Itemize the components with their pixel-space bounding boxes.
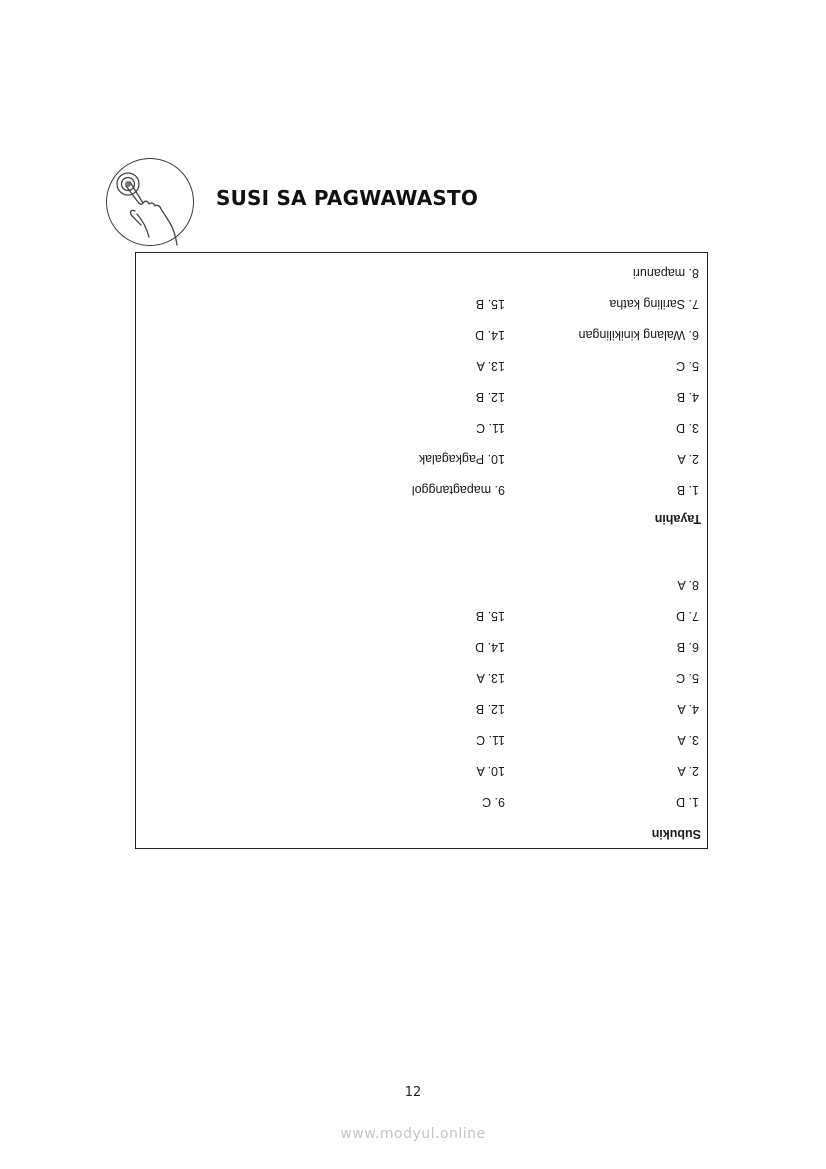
subukin-answer: 4. A [677, 702, 699, 716]
tayahin-answer: 15. B [475, 297, 505, 311]
subukin-answer: 7. D [676, 609, 699, 623]
page-title: SUSI SA PAGWAWASTO [216, 186, 479, 210]
tayahin-answer: 12. B [475, 390, 505, 404]
tayahin-answer: 14. D [475, 328, 505, 342]
tayahin-answer: 7. Sariling katha [609, 297, 699, 311]
subukin-answer: 2. A [677, 764, 699, 778]
answer-key-upside-down [136, 253, 707, 848]
tayahin-answer: 8. mapanuri [632, 266, 699, 280]
tayahin-answer: 6. Walang kinikilingan [578, 328, 699, 342]
subukin-answer: 8. A [677, 578, 699, 592]
subukin-answer: 3. A [677, 733, 699, 747]
subukin-answer: 11. C [476, 733, 505, 747]
subukin-answer: 15. B [475, 609, 505, 623]
subukin-answer: 6. B [676, 640, 699, 654]
subukin-answer: 5. C [676, 671, 699, 685]
tayahin-answer: 3. D [676, 421, 699, 435]
subukin-answer: 1. D [676, 795, 699, 809]
tayahin-answer: 5. C [676, 359, 699, 373]
tayahin-heading: Tayahin [654, 512, 701, 526]
watermark: www.modyul.online [340, 1126, 486, 1142]
answer-key-box [135, 252, 708, 849]
tayahin-answer: 9. mapagtanggol [411, 483, 505, 497]
tayahin-answer: 11. C [476, 421, 505, 435]
subukin-answer: 12. B [475, 702, 505, 716]
finger-pressing-button-icon [106, 158, 194, 246]
subukin-answer: 14. D [475, 640, 505, 654]
tayahin-answer: 1. B [676, 483, 699, 497]
subukin-answer: 9. C [482, 795, 505, 809]
page-number: 12 [404, 1085, 422, 1100]
subukin-heading: Subukin [651, 827, 701, 841]
subukin-answer: 10. A [476, 764, 505, 778]
tayahin-answer: 2. A [677, 452, 699, 466]
tayahin-answer: 4. B [676, 390, 699, 404]
tayahin-answer: 13. A [476, 359, 505, 373]
tayahin-answer: 10. Pagkagalak [418, 452, 505, 466]
subukin-answer: 13. A [476, 671, 505, 685]
